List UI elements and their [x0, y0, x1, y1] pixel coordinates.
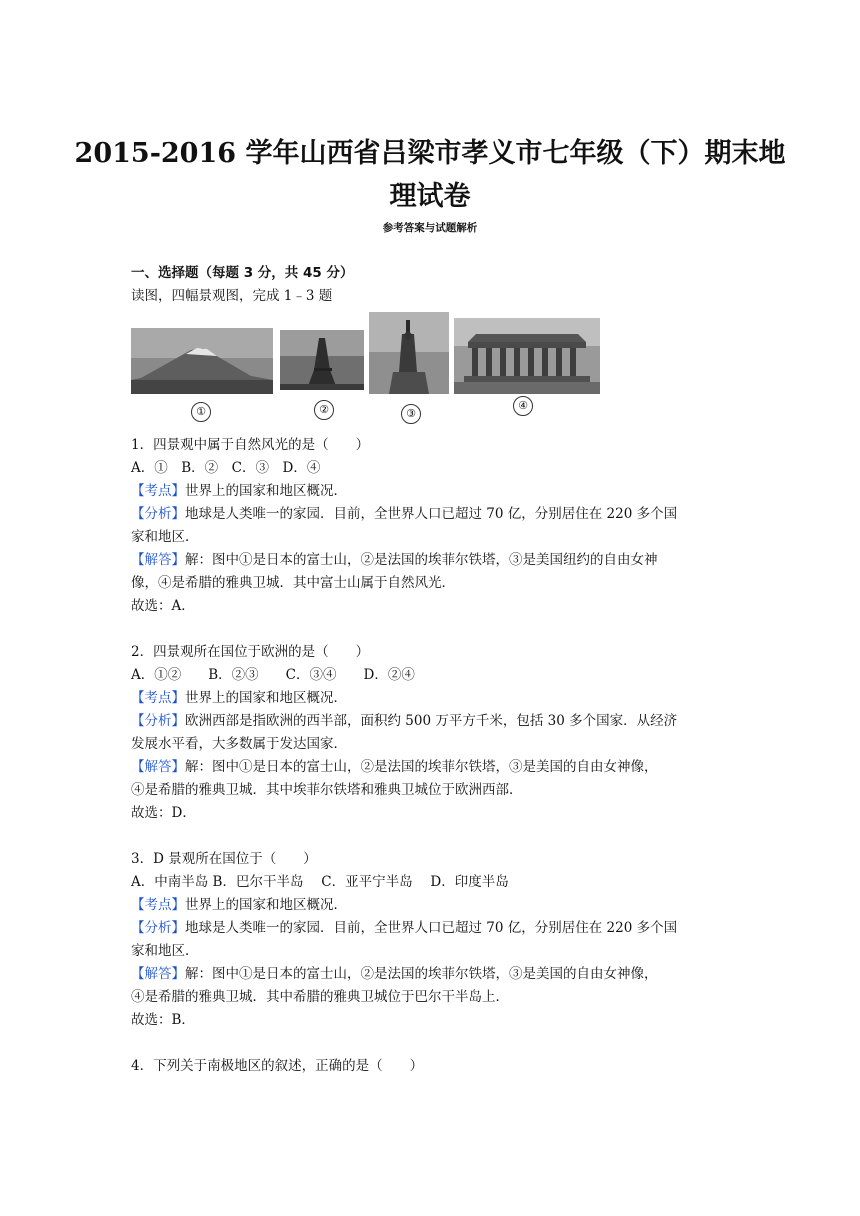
q3-fenxi-text: 地球是人类唯一的家园．目前，全世界人口已超过 70 亿，分别居住在 220 多个国 [185, 920, 678, 936]
q1-kaodian [131, 480, 731, 503]
q4-stem: 4．下列关于南极地区的叙述，正确的是（ ） [131, 1058, 424, 1074]
eiffel-tower-photo [280, 330, 364, 390]
tag-kaodian: 【考点】 [131, 483, 185, 499]
q2-jieda [131, 756, 731, 779]
section-intro: 读图，四幅景观图，完成 1﹣3 题 [131, 288, 333, 304]
image-caption-4: ④ [513, 396, 533, 416]
q2-kaodian-text: 世界上的国家和地区概况． [185, 690, 347, 706]
tag-fenxi: 【分析】 [131, 920, 185, 936]
statue-of-liberty-photo [369, 312, 449, 394]
q1-fenxi-text: 地球是人类唯一的家园．目前，全世界人口已超过 70 亿，分别居住在 220 多个国 [185, 506, 678, 522]
image-caption-3: ③ [401, 404, 421, 424]
q1-jieda-cont: 像，④是希腊的雅典卫城．其中富士山属于自然风光． [131, 575, 455, 591]
q2-fenxi [131, 710, 731, 733]
q3-fenxi [131, 917, 731, 940]
landscape-images [131, 312, 731, 428]
q2-kaodian [131, 687, 731, 710]
q2-stem: 2．四景观所在国位于欧洲的是（ ） [131, 644, 370, 660]
q1-jieda-text: 解：图中①是日本的富士山，②是法国的埃菲尔铁塔，③是美国纽约的自由女神 [185, 552, 658, 568]
page-subtitle: 参考答案与试题解析 [382, 222, 478, 234]
athens-acropolis-photo [454, 318, 600, 394]
tag-fenxi: 【分析】 [131, 713, 185, 729]
q2-options: A．①② B．②③ C．③④ D．②④ [131, 667, 415, 683]
q1-jieda [131, 549, 731, 572]
exam-content [131, 262, 731, 1078]
tag-jieda: 【解答】 [131, 966, 185, 982]
q3-jieda-text: 解：图中①是日本的富士山，②是法国的埃菲尔铁塔，③是美国的自由女神像， [185, 966, 658, 982]
image-caption-2: ② [314, 400, 334, 420]
q1-kaodian-text: 世界上的国家和地区概况． [185, 483, 347, 499]
q2-jieda-cont: ④是希腊的雅典卫城．其中埃菲尔铁塔和雅典卫城位于欧洲西部． [131, 782, 523, 798]
q3-jieda [131, 963, 731, 986]
q3-jieda-cont: ④是希腊的雅典卫城．其中希腊的雅典卫城位于巴尔干半岛上． [131, 989, 509, 1005]
tag-fenxi: 【分析】 [131, 506, 185, 522]
q2-answer: 故选：D． [131, 805, 196, 821]
q3-fenxi-cont: 家和地区． [131, 943, 199, 959]
tag-jieda: 【解答】 [131, 552, 185, 568]
image-caption-1: ① [191, 402, 211, 422]
tag-kaodian: 【考点】 [131, 690, 185, 706]
q3-answer: 故选：B． [131, 1012, 195, 1028]
q2-jieda-text: 解：图中①是日本的富士山，②是法国的埃菲尔铁塔，③是美国的自由女神像， [185, 759, 658, 775]
q2-fenxi-text: 欧洲西部是指欧洲的西半部，面积约 500 万平方千米，包括 30 多个国家．从经济 [185, 713, 678, 729]
tag-kaodian: 【考点】 [131, 897, 185, 913]
q3-kaodian-text: 世界上的国家和地区概况． [185, 897, 347, 913]
section-heading: 一、选择题（每题 3 分，共 45 分） [131, 265, 354, 281]
q2-fenxi-cont: 发展水平看，大多数属于发达国家． [131, 736, 347, 752]
q1-answer: 故选：A． [131, 598, 195, 614]
q1-stem: 1．四景观中属于自然风光的是（ ） [131, 437, 370, 453]
q3-stem: 3．D 景观所在国位于（ ） [131, 851, 317, 867]
q1-fenxi-cont: 家和地区． [131, 529, 199, 545]
q3-options: A．中南半岛 B．巴尔干半岛 C．亚平宁半岛 D．印度半岛 [131, 874, 509, 890]
page-title: 2015-2016 学年山西省吕梁市孝义市七年级（下）期末地 [74, 138, 786, 169]
q1-options: A．① B．② C．③ D．④ [131, 460, 321, 476]
tag-jieda: 【解答】 [131, 759, 185, 775]
q3-kaodian [131, 894, 731, 917]
page-title-continued: 理试卷 [389, 181, 471, 212]
mount-fuji-photo [131, 328, 273, 394]
q1-fenxi [131, 503, 731, 526]
